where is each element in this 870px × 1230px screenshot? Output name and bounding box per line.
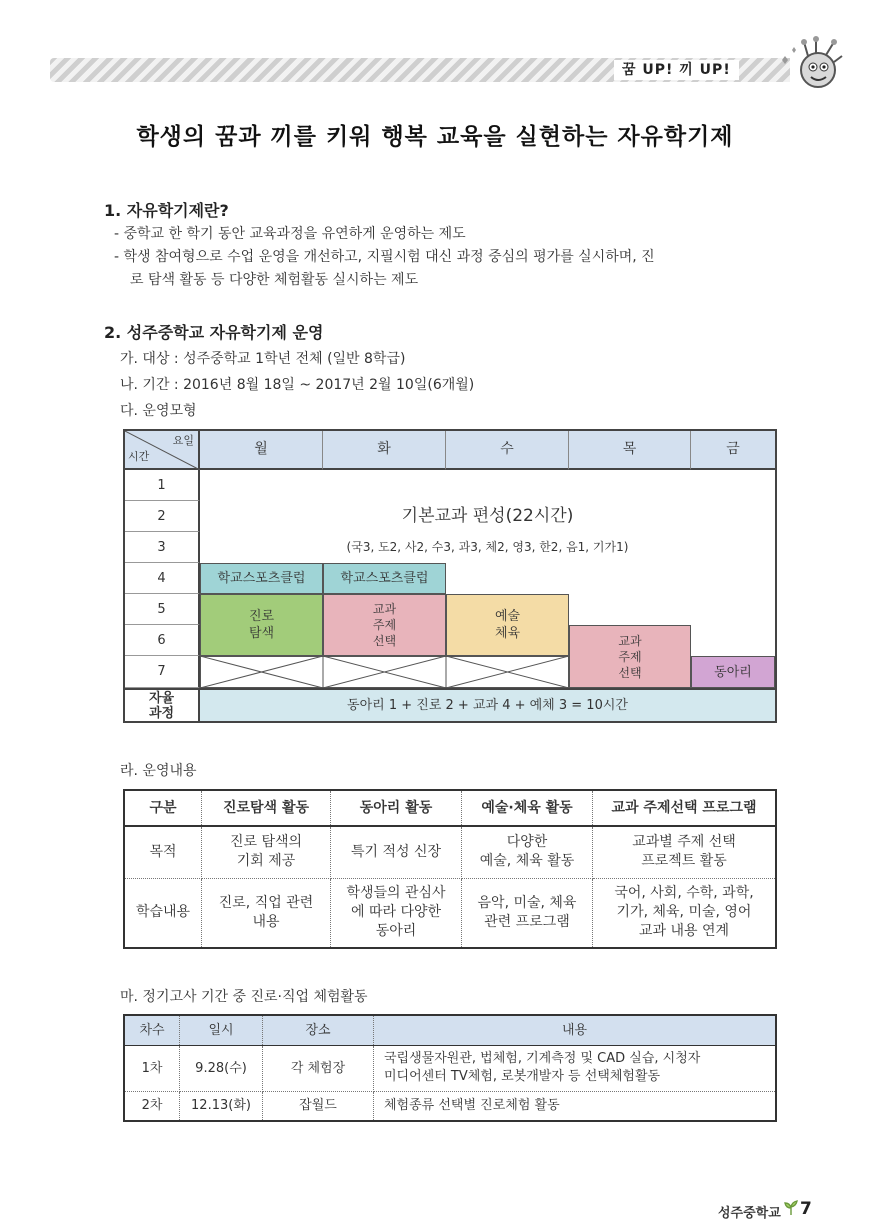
free-label: 자율 과정 [125,688,200,721]
banner-label: 꿈 UP! 끼 UP! [614,60,739,80]
core-title: 기본교과 편성(22시간) [401,506,574,526]
period-2: 2 [125,501,200,532]
cell-label: 목적 [124,826,202,878]
cell: 각 체험장 [263,1045,374,1091]
period-1: 1 [125,470,200,501]
subject-block-tue: 교과 주제 선택 [323,594,446,656]
table-row [124,1091,776,1121]
cell: 교과별 주제 선택 프로젝트 활동 [593,826,777,878]
period-line: 나. 기간 : 2016년 8월 18일 ~ 2017년 2월 10일(6개월) [120,377,475,393]
cell: 국립생물자원관, 법체험, 기계측정 및 CAD 실습, 시청자 미디어센터 TV체험, 로봇개발자 등 선택체험활동 [374,1045,777,1091]
footer-school: 성주중학교 [718,1206,781,1221]
cell: 진로 탐색의 기회 제공 [202,826,331,878]
day-thu: 목 [569,431,691,470]
cell: 체험종류 선택별 진로체험 활동 [374,1091,777,1121]
sprout-icon [784,1200,798,1216]
header-club: 동아리 활동 [331,790,462,826]
sports-club-tue: 학교스포츠클럽 [323,563,446,594]
section1-line3: 로 탐색 활동 등 다양한 체험활동 실시하는 제도 [130,272,419,288]
cell: 2차 [124,1091,180,1121]
sports-club-mon: 학교스포츠클럽 [200,563,323,594]
corner-cell [125,431,200,470]
subject-block-thu: 교과 주제 선택 [569,625,691,688]
section1-heading: 1. 자유학기제란? [104,201,229,220]
cell: 12.13(화) [180,1091,263,1121]
cell: 잡월드 [263,1091,374,1121]
mascot-icon [778,36,844,92]
period-5: 5 [125,594,200,625]
header-career: 진로탐색 활동 [202,790,331,826]
section1-line2: - 학생 참여형으로 수업 운영을 개선하고, 지필시험 대신 과정 중심의 평가를 실시하며, 진 [114,249,655,265]
header-content: 내용 [374,1015,777,1045]
content-table [123,789,777,949]
page-title: 학생의 꿈과 끼를 키워 행복 교육을 실현하는 자유학기제 [136,124,734,150]
section2-heading: 2. 성주중학교 자유학기제 운영 [104,323,324,342]
header-round: 차수 [124,1015,180,1045]
header-date: 일시 [180,1015,263,1045]
section1-line1: - 중학교 한 학기 동안 교육과정을 유연하게 운영하는 제도 [114,226,466,242]
cell: 1차 [124,1045,180,1091]
schedule-grid [123,429,777,723]
club-fri: 동아리 [691,656,775,688]
day-wed: 수 [446,431,569,470]
career-block: 진로 탐색 [200,594,323,656]
exam-label: 마. 정기고사 기간 중 진로·직업 체험활동 [120,989,368,1005]
header-arts: 예술·체육 활동 [462,790,593,826]
core-sub: (국3, 도2, 사2, 수3, 과3, 체2, 영3, 한2, 음1, 기가1) [346,540,629,554]
header-subject: 교과 주제선택 프로그램 [593,790,777,826]
cell: 다양한 예술, 체육 활동 [462,826,593,878]
free-value: 동아리 1 + 진로 2 + 교과 4 + 예체 3 = 10시간 [200,688,775,721]
cell-label: 학습내용 [124,878,202,948]
period-6: 6 [125,625,200,656]
cell: 학생들의 관심사 에 따라 다양한 동아리 [331,878,462,948]
model-label: 다. 운영모형 [120,403,197,419]
table-header-row [124,790,776,826]
header-category: 구분 [124,790,202,826]
arts-block: 예술 체육 [446,594,569,656]
table-header-row [124,1015,776,1045]
target-line: 가. 대상 : 성주중학교 1학년 전체 (일반 8학급) [120,351,406,367]
period-7: 7 [125,656,200,688]
header-place: 장소 [263,1015,374,1045]
period-4: 4 [125,563,200,594]
table-row [124,878,776,948]
corner-bottom-label: 시간 [128,450,150,463]
table-row [124,826,776,878]
page-number: 7 [800,1199,812,1219]
day-fri: 금 [691,431,775,470]
cell: 진로, 직업 관련 내용 [202,878,331,948]
day-tue: 화 [323,431,446,470]
cell: 특기 적성 신장 [331,826,462,878]
day-mon: 월 [200,431,323,470]
corner-top-label: 요일 [172,434,194,447]
table-row [124,1045,776,1091]
cell: 음악, 미술, 체육 관련 프로그램 [462,878,593,948]
cell: 9.28(수) [180,1045,263,1091]
cell: 국어, 사회, 수학, 과학, 기가, 체육, 미술, 영어 교과 내용 연계 [593,878,777,948]
content-label: 라. 운영내용 [120,763,197,779]
empty-slots-crossed [200,656,569,688]
period-3: 3 [125,532,200,563]
exam-table [123,1014,777,1122]
